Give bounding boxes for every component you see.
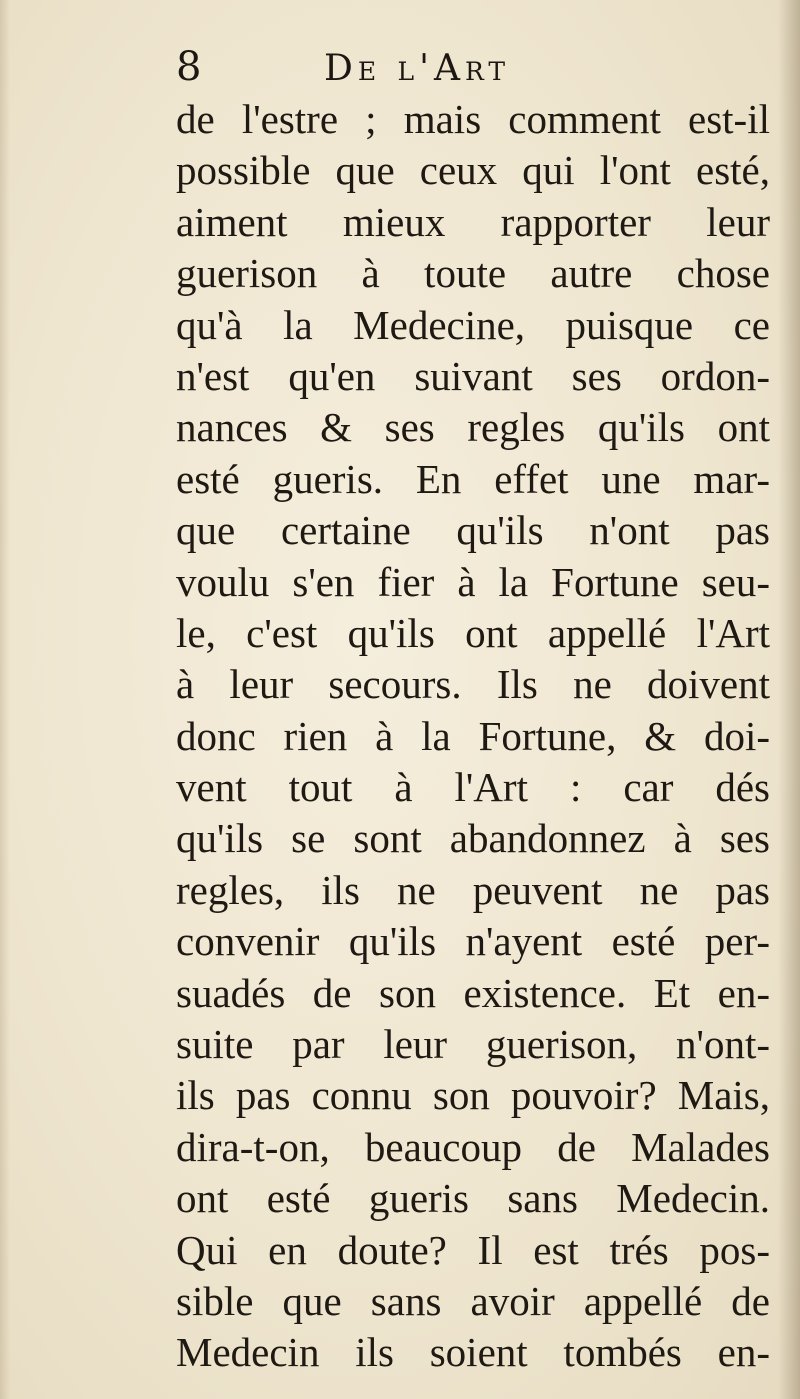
- page-number: 8: [176, 44, 202, 90]
- text-line: que certaine qu'ils n'ont pas: [176, 507, 770, 554]
- text-line: qu'ils se sont abandonnez à ses: [176, 815, 770, 862]
- text-line: vent tout à l'Art : car dés: [176, 764, 770, 811]
- text-line: possible que ceux qui l'ont esté,: [176, 147, 770, 194]
- body-text: [176, 94, 770, 1379]
- text-line: esté gueris. En effet une mar-: [176, 455, 770, 502]
- running-title: De l'Art: [324, 48, 511, 89]
- text-line: dira-t-on, beaucoup de Malades: [176, 1123, 770, 1170]
- text-line: guerison à toute autre chose: [176, 250, 770, 297]
- page-header: [176, 40, 736, 98]
- gutter-shadow: [778, 0, 800, 1399]
- text-line: suadés de son existence. Et en-: [176, 969, 770, 1016]
- text-line: Qui en doute? Il est trés pos-: [176, 1226, 770, 1273]
- text-line: qu'à la Medecine, puisque ce: [176, 301, 770, 348]
- text-line: voulu s'en fier à la Fortune seu-: [176, 558, 770, 605]
- text-line: le, c'est qu'ils ont appellé l'Art: [176, 609, 770, 656]
- text-line: donc rien à la Fortune, & doi-: [176, 712, 770, 759]
- text-line: ont esté gueris sans Medecin.: [176, 1175, 770, 1222]
- text-line: aiment mieux rapporter leur: [176, 198, 770, 245]
- page-edge-shading: [0, 0, 10, 1399]
- text-line: nances & ses regles qu'ils ont: [176, 404, 770, 451]
- text-line: de l'estre ; mais comment est-il: [176, 96, 770, 142]
- text-line: n'est qu'en suivant ses ordon-: [176, 352, 770, 399]
- text-line: ils pas connu son pouvoir? Mais,: [176, 1072, 770, 1119]
- text-line: Medecin ils soient tombés en-: [176, 1329, 770, 1376]
- text-line: regles, ils ne peuvent ne pas: [176, 866, 770, 913]
- text-line: à leur secours. Ils ne doivent: [176, 661, 770, 708]
- text-line: suite par leur guerison, n'ont-: [176, 1021, 770, 1068]
- text-line: sible que sans avoir appellé de: [176, 1277, 770, 1324]
- text-line: convenir qu'ils n'ayent esté per-: [176, 918, 770, 965]
